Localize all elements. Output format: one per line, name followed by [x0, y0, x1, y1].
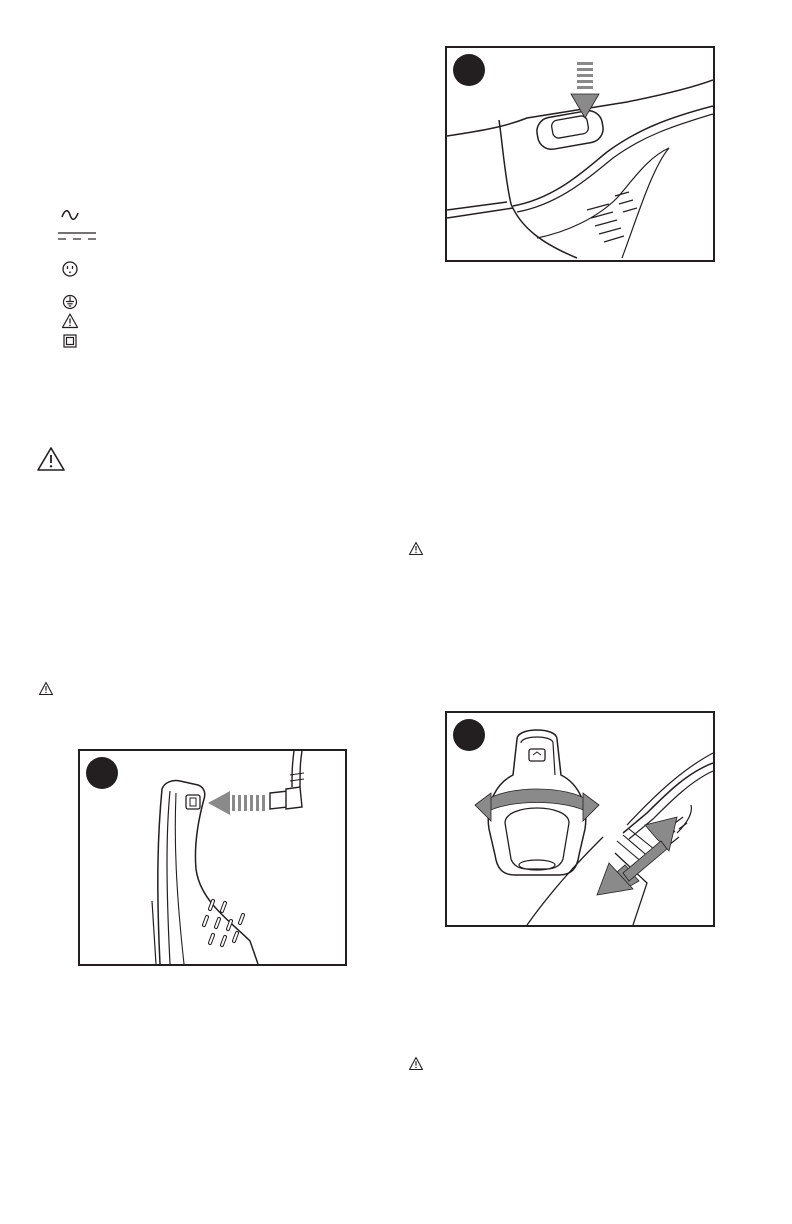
outlet-icon — [58, 259, 82, 279]
figure-charger-plug — [78, 749, 347, 966]
warning-triangle-icon — [408, 1056, 424, 1071]
figure-badge — [86, 757, 118, 789]
double-square-icon — [58, 331, 82, 351]
direct-current-icon — [56, 226, 98, 246]
figure-bowl-twist — [445, 711, 715, 927]
warning-triangle-icon — [38, 681, 54, 696]
figure-badge — [453, 719, 485, 751]
warning-triangle-icon — [36, 446, 66, 472]
warning-triangle-icon — [58, 311, 82, 331]
figure-release-button — [445, 46, 715, 262]
figure-badge — [453, 54, 485, 86]
warning-triangle-icon — [408, 541, 424, 556]
alternating-current-icon — [58, 205, 82, 225]
ground-icon — [58, 292, 82, 312]
